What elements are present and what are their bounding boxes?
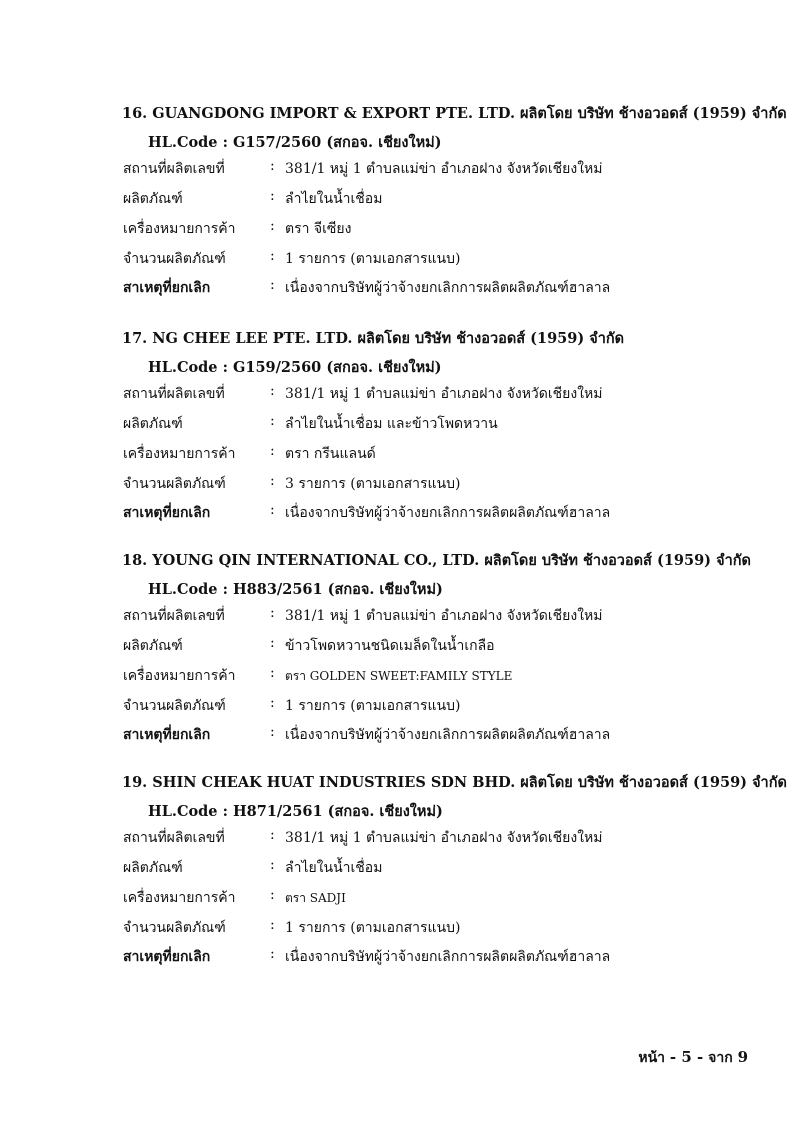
row-value: 381/1 หมู่ 1 ตำบลแม่ข่า อำเภอฝาง จังหวัดเชียงใหม่ (285, 161, 603, 177)
entry-title: 17. NG CHEE LEE PTE. LTD. ผลิตโดย บริษัท ช้างอวอดส์ (1959) จำกัด (122, 330, 625, 347)
row-colon: : (270, 413, 275, 429)
row-value: เนื่องจากบริษัทผู้ว่าจ้างยกเลิกการผลิตผลิตภัณฑ์ฮาลาล (285, 505, 611, 521)
hl-code: HL.Code : G159/2560 (สกอจ. เชียงใหม่) (148, 359, 442, 376)
row-colon: : (270, 443, 275, 459)
row-label: สาเหตุที่ยกเลิก (123, 505, 211, 521)
row-label: สถานที่ผลิตเลขที่ (123, 608, 225, 624)
row-quantity (0, 248, 800, 272)
row-label: จำนวนผลิตภัณฑ์ (123, 920, 226, 936)
row-colon: : (270, 383, 275, 399)
row-value: ตรา SADJI (285, 891, 346, 905)
row-value: ตรา GOLDEN SWEET:FAMILY STYLE (285, 669, 513, 683)
row-reason (0, 277, 800, 301)
row-value: 381/1 หมู่ 1 ตำบลแม่ข่า อำเภอฝาง จังหวัดเชียงใหม่ (285, 386, 603, 402)
row-label: สถานที่ผลิตเลขที่ (123, 161, 225, 177)
page-middle: จาก (708, 1050, 733, 1066)
row-colon: : (270, 277, 275, 293)
row-label: เครื่องหมายการค้า (123, 668, 236, 684)
row-label: จำนวนผลิตภัณฑ์ (123, 698, 226, 714)
row-value: 1 รายการ (ตามเอกสารแนบ) (285, 698, 461, 714)
row-quantity (0, 473, 800, 497)
row-colon: : (270, 502, 275, 518)
row-trademark (0, 887, 800, 911)
row-label: จำนวนผลิตภัณฑ์ (123, 251, 226, 267)
row-reason (0, 724, 800, 748)
row-location (0, 605, 800, 629)
row-product (0, 635, 800, 659)
row-colon: : (270, 605, 275, 621)
row-label: จำนวนผลิตภัณฑ์ (123, 476, 226, 492)
row-label: ผลิตภัณฑ์ (123, 638, 183, 654)
row-trademark (0, 443, 800, 467)
row-label: เครื่องหมายการค้า (123, 221, 236, 237)
row-value: 3 รายการ (ตามเอกสารแนบ) (285, 476, 461, 492)
row-colon: : (270, 218, 275, 234)
row-label: ผลิตภัณฑ์ (123, 416, 183, 432)
row-label: เครื่องหมายการค้า (123, 446, 236, 462)
row-label: สาเหตุที่ยกเลิก (123, 949, 211, 965)
row-colon: : (270, 887, 275, 903)
entry-title: 16. GUANGDONG IMPORT & EXPORT PTE. LTD. ผลิตโดย บริษัท ช้างอวอดส์ (1959) จำกัด (122, 105, 787, 122)
row-quantity (0, 917, 800, 941)
hl-code: HL.Code : G157/2560 (สกอจ. เชียงใหม่) (148, 134, 442, 151)
hl-code: HL.Code : H871/2561 (สกอจ. เชียงใหม่) (148, 803, 443, 820)
row-trademark (0, 665, 800, 689)
row-colon: : (270, 946, 275, 962)
row-quantity (0, 695, 800, 719)
page-number (638, 1047, 748, 1069)
row-value: ลำไยในน้ำเชื่อม และข้าวโพดหวาน (285, 416, 498, 432)
row-colon: : (270, 695, 275, 711)
row-value: เนื่องจากบริษัทผู้ว่าจ้างยกเลิกการผลิตผลิตภัณฑ์ฮาลาล (285, 280, 611, 296)
row-colon: : (270, 827, 275, 843)
hl-code: HL.Code : H883/2561 (สกอจ. เชียงใหม่) (148, 581, 443, 598)
row-label: สาเหตุที่ยกเลิก (123, 727, 211, 743)
row-reason (0, 946, 800, 970)
row-location (0, 383, 800, 407)
row-product (0, 188, 800, 212)
entry-title: 18. YOUNG QIN INTERNATIONAL CO., LTD. ผลิตโดย บริษัท ช้างอวอดส์ (1959) จำกัด (122, 552, 751, 569)
row-value: 381/1 หมู่ 1 ตำบลแม่ข่า อำเภอฝาง จังหวัดเชียงใหม่ (285, 608, 603, 624)
page-current: - 5 - (669, 1048, 704, 1066)
row-value: ตรา กรีนแลนด์ (285, 446, 376, 462)
row-colon: : (270, 665, 275, 681)
row-label: เครื่องหมายการค้า (123, 890, 236, 906)
row-value: ข้าวโพดหวานชนิดเมล็ดในน้ำเกลือ (285, 638, 495, 654)
row-colon: : (270, 473, 275, 489)
row-location (0, 158, 800, 182)
row-location (0, 827, 800, 851)
row-colon: : (270, 248, 275, 264)
row-product (0, 857, 800, 881)
row-value: ตรา จีเซียง (285, 221, 352, 237)
row-value: ลำไยในน้ำเชื่อม (285, 191, 383, 207)
row-product (0, 413, 800, 437)
row-label: ผลิตภัณฑ์ (123, 860, 183, 876)
row-reason (0, 502, 800, 526)
row-value: เนื่องจากบริษัทผู้ว่าจ้างยกเลิกการผลิตผลิตภัณฑ์ฮาลาล (285, 727, 611, 743)
row-colon: : (270, 635, 275, 651)
row-value: 1 รายการ (ตามเอกสารแนบ) (285, 920, 461, 936)
row-label: สถานที่ผลิตเลขที่ (123, 830, 225, 846)
row-label: สาเหตุที่ยกเลิก (123, 280, 211, 296)
page-total: 9 (737, 1048, 748, 1066)
row-colon: : (270, 724, 275, 740)
row-value: เนื่องจากบริษัทผู้ว่าจ้างยกเลิกการผลิตผลิตภัณฑ์ฮาลาล (285, 949, 611, 965)
row-value: 1 รายการ (ตามเอกสารแนบ) (285, 251, 461, 267)
row-colon: : (270, 188, 275, 204)
row-value: ลำไยในน้ำเชื่อม (285, 860, 383, 876)
row-value: 381/1 หมู่ 1 ตำบลแม่ข่า อำเภอฝาง จังหวัดเชียงใหม่ (285, 830, 603, 846)
entry-title: 19. SHIN CHEAK HUAT INDUSTRIES SDN BHD. ผลิตโดย บริษัท ช้างอวอดส์ (1959) จำกัด (122, 774, 787, 791)
row-colon: : (270, 917, 275, 933)
row-label: ผลิตภัณฑ์ (123, 191, 183, 207)
row-trademark (0, 218, 800, 242)
row-colon: : (270, 158, 275, 174)
row-label: สถานที่ผลิตเลขที่ (123, 386, 225, 402)
page-prefix: หน้า (638, 1050, 666, 1066)
row-colon: : (270, 857, 275, 873)
